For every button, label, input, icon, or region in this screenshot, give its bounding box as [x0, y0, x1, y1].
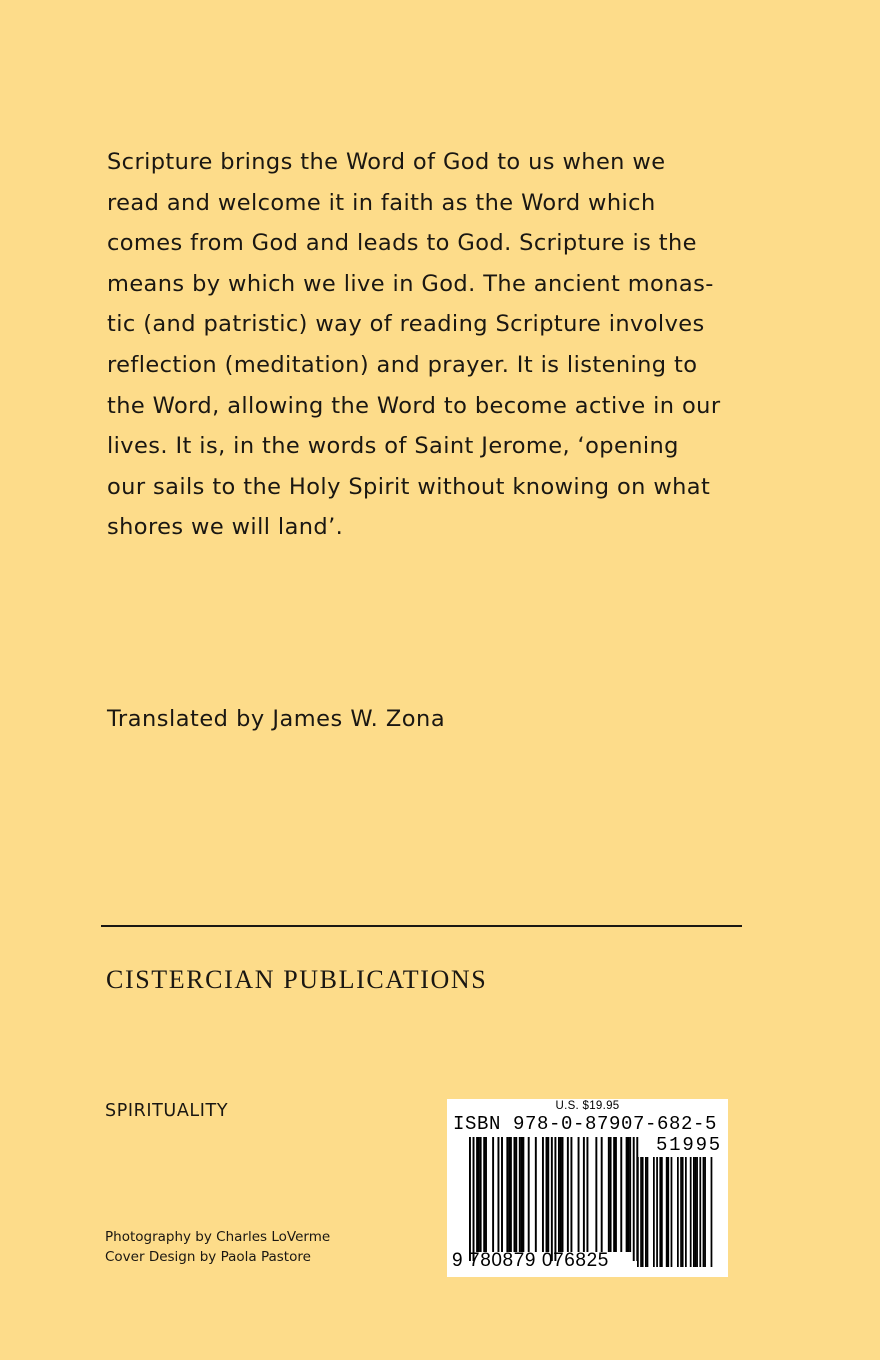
blurb-line: reflection (meditation) and prayer. It is listening to [107, 351, 698, 378]
blurb-line: lives. It is, in the words of Saint Jerome, ‘opening [107, 433, 679, 460]
barcode-bar [627, 1137, 629, 1252]
cover-design-credit: Cover Design by Paola Pastore [105, 1249, 311, 1265]
barcode-bar [521, 1137, 523, 1252]
barcode-ean-digits: 9 780879 076825 [452, 1250, 609, 1271]
horizontal-divider [101, 925, 742, 927]
barcode-bar [595, 1137, 597, 1252]
barcode-bar [626, 1137, 628, 1252]
barcode-addon-bar [677, 1157, 679, 1267]
barcode-addon-bar [685, 1157, 687, 1267]
barcode-addon-bar [667, 1157, 669, 1267]
barcode-addon-bar [653, 1157, 655, 1267]
category-label: SPIRITUALITY [105, 1101, 229, 1121]
blurb-line: Scripture brings the Word of God to us when we [107, 149, 666, 175]
barcode-addon-bar [680, 1157, 682, 1267]
barcode-bar [620, 1137, 622, 1252]
barcode-bar [522, 1137, 524, 1252]
barcode-bar [469, 1137, 471, 1261]
barcode-addon-bar [703, 1157, 705, 1267]
barcode-bar [506, 1137, 508, 1252]
barcode-bar [562, 1137, 564, 1252]
blurb-line: read and welcome it in faith as the Word which [107, 189, 656, 216]
blurb-line: means by which we live in God. The ancient monas- [107, 270, 714, 297]
barcode-addon-bar [704, 1157, 706, 1267]
translator-credit: Translated by James W. Zona [107, 706, 446, 732]
barcode-addon-bar [695, 1157, 697, 1267]
barcode-bar [515, 1137, 517, 1252]
barcode-bar [519, 1137, 521, 1252]
barcode-bar [480, 1137, 482, 1252]
barcode-addon-bar [682, 1157, 684, 1267]
barcode-bar [554, 1137, 556, 1261]
barcode-bar [583, 1137, 585, 1252]
back-cover-blurb [107, 142, 767, 548]
isbn-number: ISBN 978-0-87907-682-5 [453, 1113, 718, 1135]
barcode-bar [558, 1137, 560, 1252]
barcode-bar [485, 1137, 487, 1252]
barcode-bar [492, 1137, 494, 1252]
barcode-bar [514, 1137, 516, 1252]
barcode-bar [535, 1137, 537, 1252]
price-label: U.S. $19.95 [555, 1100, 620, 1112]
barcode-addon-bar [640, 1157, 642, 1267]
barcode-bar [608, 1137, 610, 1252]
barcode-bar [508, 1137, 510, 1252]
barcode-bar [478, 1137, 480, 1252]
barcode-bar [613, 1137, 615, 1252]
barcode-addon-bar [656, 1157, 658, 1267]
barcode-bar [542, 1137, 544, 1252]
barcode-bar [578, 1137, 580, 1252]
cover-credits [105, 1227, 330, 1267]
blurb-line: the Word, allowing the Word to become active in our [107, 392, 721, 419]
barcode-bar [629, 1137, 631, 1252]
barcode-bar [610, 1137, 612, 1252]
barcode-bar [601, 1137, 603, 1252]
blurb-line: shores we will land’. [107, 514, 344, 541]
barcode-bar [528, 1137, 530, 1252]
blurb-line: tic (and patristic) way of reading Scripture involves [107, 311, 705, 338]
publisher-name: CISTERCIAN PUBLICATIONS [106, 965, 488, 994]
barcode-addon-bar [690, 1157, 692, 1267]
barcode-bar [476, 1137, 478, 1252]
barcode-bar [473, 1137, 475, 1261]
barcode-addon-bar [647, 1157, 649, 1267]
barcode-addon-bar [699, 1157, 701, 1267]
barcode-bar [551, 1137, 553, 1261]
barcode-bar [560, 1137, 562, 1252]
barcode-bar [546, 1137, 548, 1252]
barcode-bar [547, 1137, 549, 1252]
barcode-addon-bar [637, 1157, 639, 1267]
barcode-bar [633, 1137, 635, 1261]
blurb-line: comes from God and leads to God. Scripture is the [107, 230, 697, 257]
barcode-bar [586, 1137, 588, 1252]
barcode-bar [497, 1137, 499, 1252]
barcode-addon-bar [661, 1157, 663, 1267]
barcode-addon-bar [642, 1157, 644, 1267]
isbn-barcode-panel [447, 1099, 728, 1277]
photography-credit: Photography by Charles LoVerme [105, 1229, 331, 1245]
barcode-bar [501, 1137, 503, 1252]
barcode-addon-bar [671, 1157, 673, 1267]
barcode-bar [510, 1137, 512, 1252]
barcode-addon-bar [696, 1157, 698, 1267]
barcode-bar [615, 1137, 617, 1252]
barcode-bar [570, 1137, 572, 1252]
barcode-bar [567, 1137, 569, 1252]
barcode-addon-bar [645, 1157, 647, 1267]
barcode-addon-bar [659, 1157, 661, 1267]
barcode-addon-bar [693, 1157, 695, 1267]
barcode-addon-bar [711, 1157, 713, 1267]
blurb-line: our sails to the Holy Spirit without knowing on what [107, 473, 711, 500]
barcode-addon-bar [666, 1157, 668, 1267]
barcode-addon-digits: 51995 [655, 1134, 722, 1156]
barcode-bar [483, 1137, 485, 1252]
